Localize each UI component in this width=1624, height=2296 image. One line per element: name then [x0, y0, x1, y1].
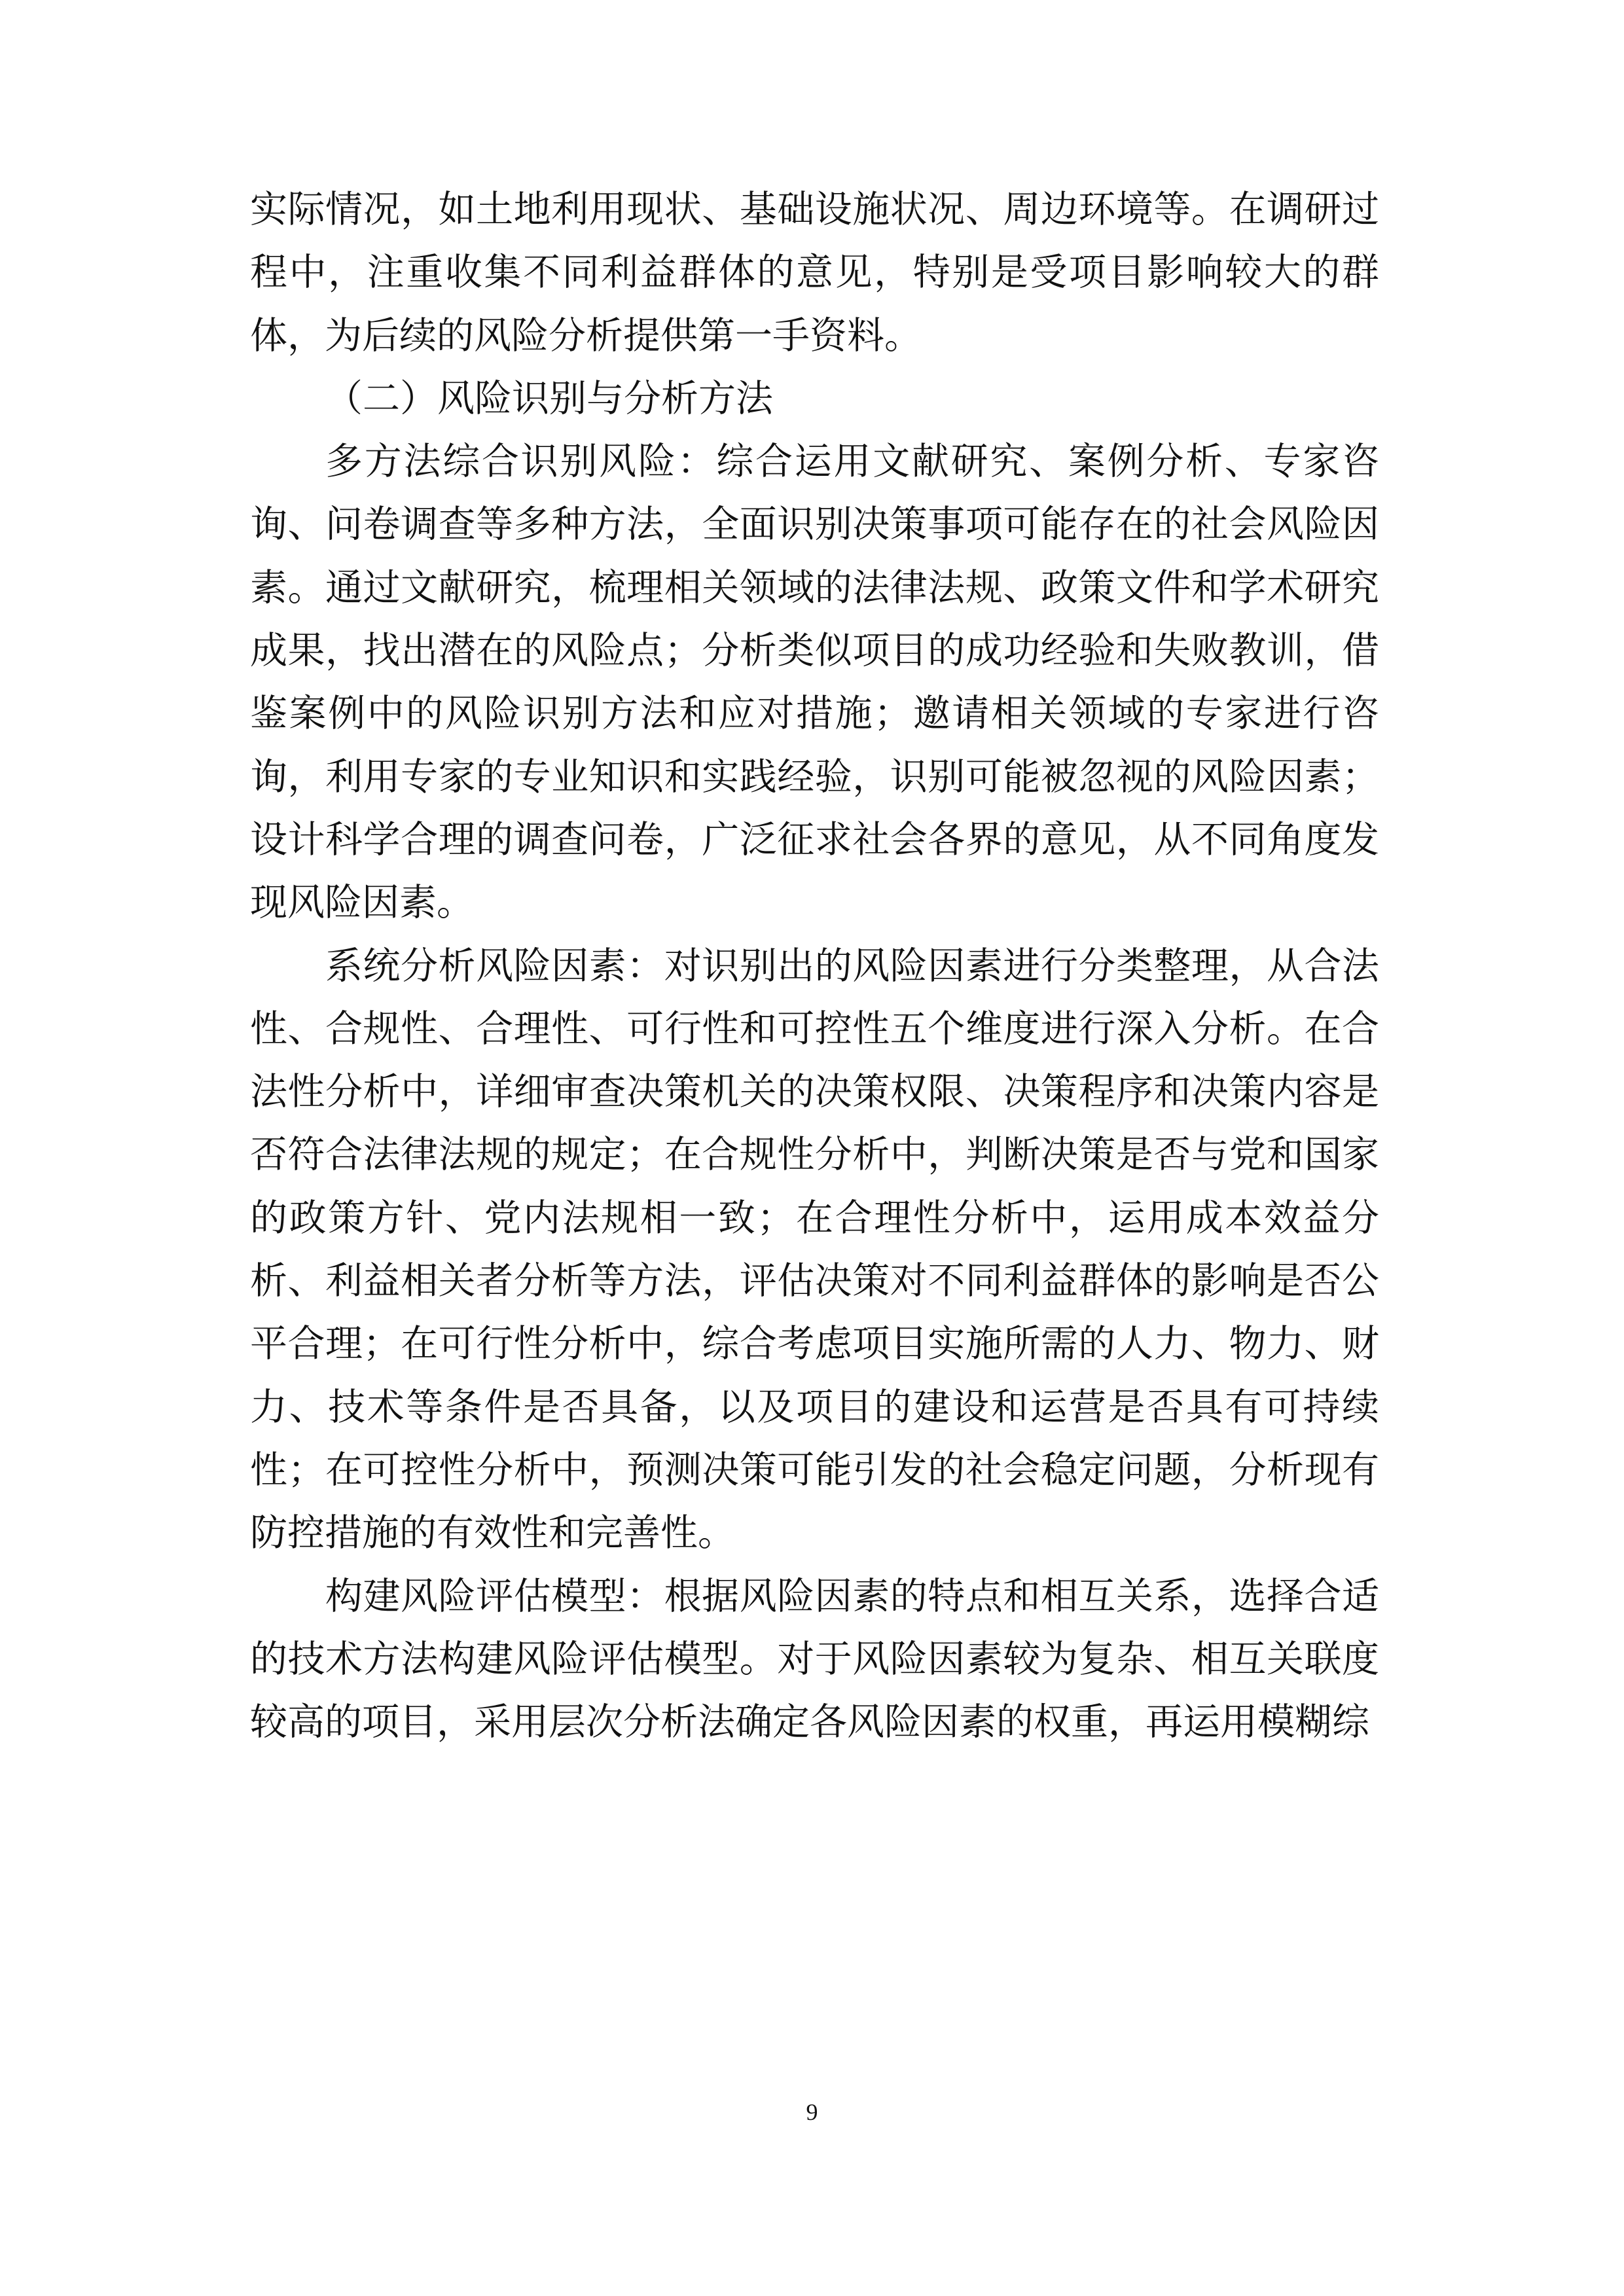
paragraph-risk-analysis: 系统分析风险因素：对识别出的风险因素进行分类整理，从合法性、合规性、合理性、可行性和可控性五个维度进行深入分析。在合法性分析中，详细审查决策机关的决策权限、决策程序和决策内容是否符合法律法规的规定；在合规性分析中，判断决策是否与党和国家的政策方针、党内法规相一致；在合理性分析中，运用成本效益分析、利益相关者分析等方法，评估决策对不同利益群体的影响是否公平合理；在可行性分析中，综合考虑项目实施所需的人力、物力、财力、技术等条件是否具备，以及项目的建设和运营是否具有可持续性；在可控性分析中，预测决策可能引发的社会稳定问题，分析现有防控措施的有效性和完善性。 — [250, 944, 1379, 1555]
body-text — [250, 178, 1379, 1753]
section-heading: （二）风险识别与分析方法 — [325, 376, 773, 420]
paragraph-continuation: 实际情况，如土地利用现状、基础设施状况、周边环境等。在调研过程中，注重收集不同利益群体的意见，特别是受项目影响较大的群体，为后续的风险分析提供第一手资料。 — [250, 188, 1379, 357]
paragraph-risk-model: 构建风险评估模型：根据风险因素的特点和相互关系，选择合适的技术方法构建风险评估模型。对于风险因素较为复杂、相互关联度较高的项目，采用层次分析法确定各风险因素的权重，再运用模糊综 — [250, 1574, 1379, 1744]
paragraph-risk-identification: 多方法综合识别风险：综合运用文献研究、案例分析、专家咨询、问卷调查等多种方法，全面识别决策事项可能存在的社会风险因素。通过文献研究，梳理相关领域的法律法规、政策文件和学术研究成果，找出潜在的风险点；分析类似项目的成功经验和失败教训，借鉴案例中的风险识别方法和应对措施；邀请相关领域的专家进行咨询，利用专家的专业知识和实践经验，识别可能被忽视的风险因素；设计科学合理的调查问卷，广泛征求社会各界的意见，从不同角度发现风险因素。 — [250, 440, 1379, 925]
page-number: 9 — [806, 2099, 818, 2125]
